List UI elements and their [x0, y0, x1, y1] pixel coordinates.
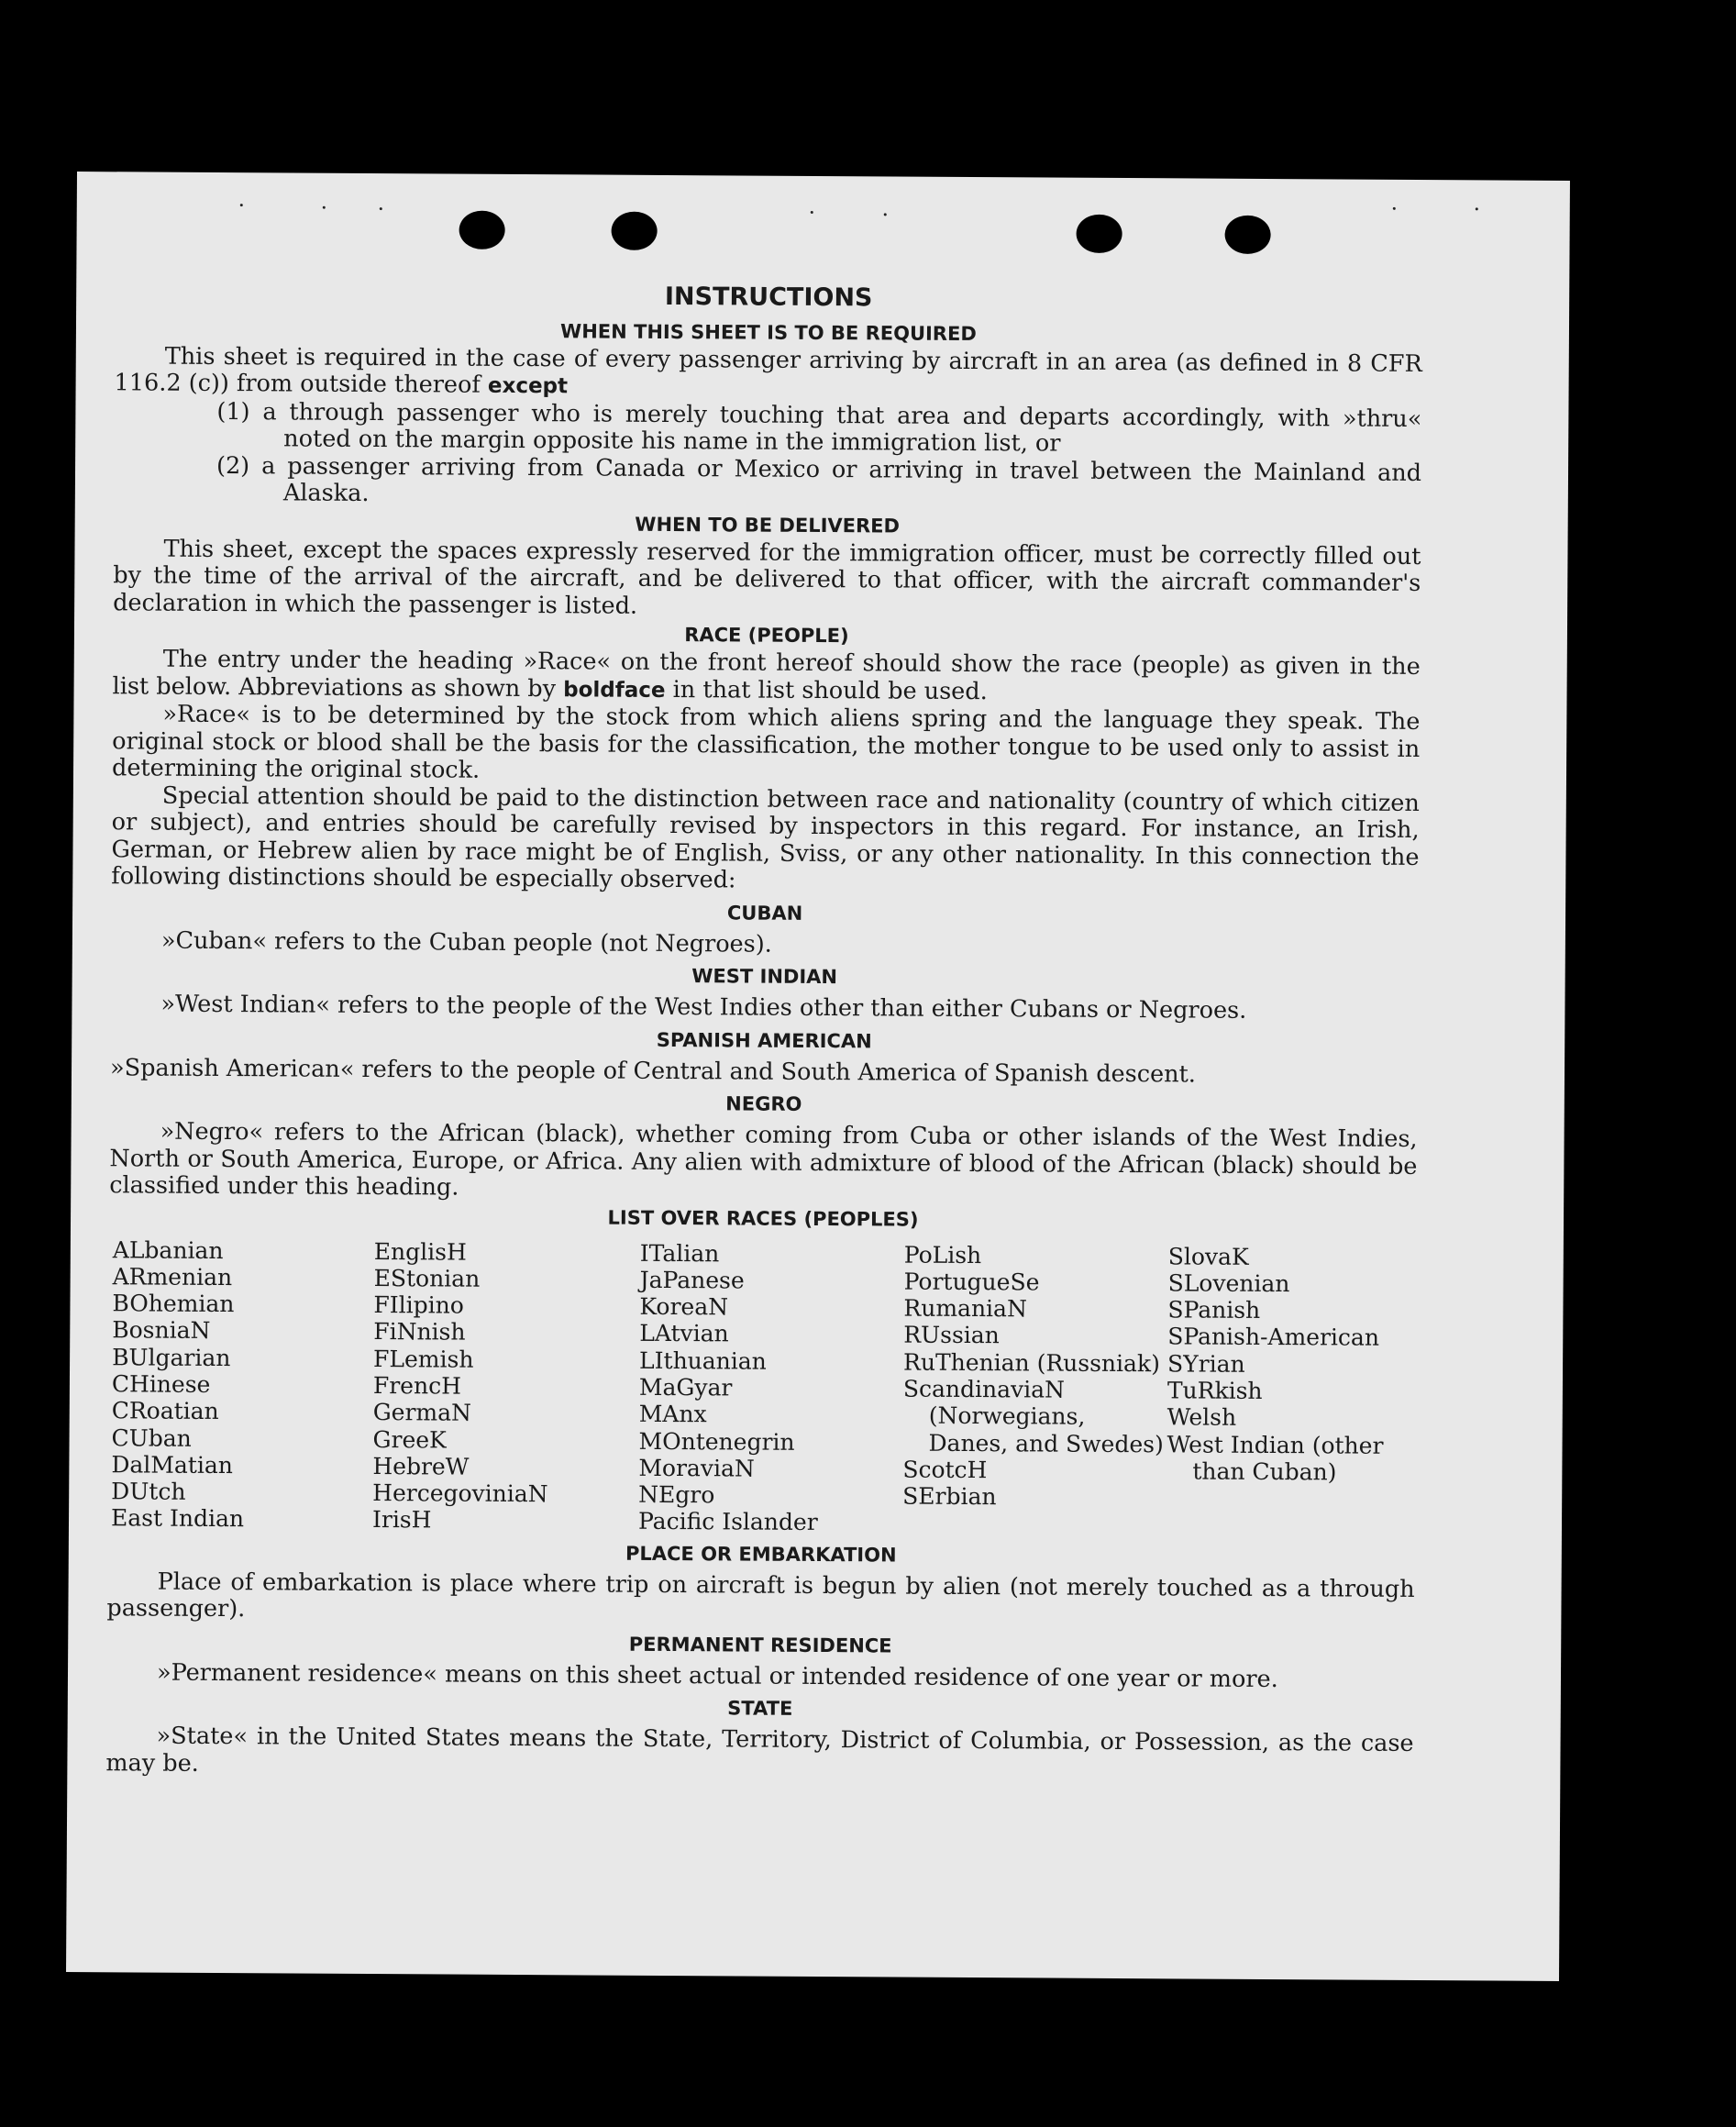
- race-item: FLemish: [373, 1345, 474, 1373]
- race-item: ScotcH: [902, 1456, 988, 1484]
- race-item: RUssian: [903, 1321, 1000, 1349]
- heading-cuban: CUBAN: [726, 901, 803, 925]
- required-item-2: (2) a passenger arriving from Canada or Mexico or arriving in travel between the Mainland and Alaska.: [216, 451, 1422, 507]
- negro-paragraph: »Negro« refers to the African (black), whether coming from Cuba or other islands of the West Indies, North or South America, Europe, or Africa. Any alien with admixture of blood of the African (black) should be classified under this heading.: [109, 1117, 1418, 1202]
- heading-spanish-american: SPANISH AMERICAN: [656, 1028, 872, 1052]
- races-column-4: [902, 1241, 1168, 1538]
- race-item: SPanish-American: [1167, 1323, 1380, 1352]
- race-paragraph-1: The entry under the heading »Race« on the front hereof should show the race (people) as given in the list below. Abbreviations as shown by boldface in that list should be used.: [112, 645, 1421, 705]
- race-item: EStonian: [373, 1264, 481, 1292]
- scan-speck: [380, 207, 382, 210]
- race-item: CUban: [111, 1424, 192, 1452]
- heading-embarkation: PLACE OR EMBARKATION: [625, 1542, 897, 1567]
- race-item: DalMatian: [111, 1451, 233, 1479]
- race-item: PoLish: [903, 1241, 982, 1268]
- race-item: FrencH: [372, 1372, 462, 1400]
- boldface-keyword: boldface: [563, 677, 666, 703]
- document-sheet: [66, 172, 1570, 1981]
- heading-delivered: WHEN TO BE DELIVERED: [635, 513, 901, 537]
- spanish-american-paragraph: »Spanish American« refers to the people of Central and South America of Spanish descent.: [109, 1053, 1197, 1089]
- race-item: FiNnish: [373, 1318, 466, 1346]
- race-item: Pacific Islander: [637, 1508, 818, 1536]
- race-item: JaPanese: [639, 1266, 745, 1294]
- races-column-5: [1167, 1243, 1421, 1540]
- race-item: DUtch: [111, 1478, 186, 1505]
- race-item: CHinese: [111, 1370, 211, 1398]
- race-item: BOhemian: [112, 1290, 235, 1318]
- heading-race: RACE (PEOPLE): [684, 624, 849, 648]
- punch-hole: [611, 212, 657, 250]
- race-item: TuRkish: [1167, 1377, 1263, 1404]
- race-item: ITalian: [639, 1239, 720, 1267]
- race-item: IrisH: [371, 1506, 432, 1534]
- race-item: LAtvian: [639, 1320, 729, 1347]
- race-item: MOntenegrin: [638, 1427, 795, 1456]
- race-item: GermaN: [372, 1399, 472, 1426]
- cuban-paragraph: »Cuban« refers to the Cuban people (not Negroes).: [160, 926, 772, 958]
- west-indian-paragraph: »West Indian« refers to the people of the West Indies other than either Cubans or Negroes.: [160, 990, 1247, 1025]
- race-item: SlovaK: [1167, 1242, 1249, 1270]
- race-item: SErbian: [902, 1482, 997, 1511]
- required-item-1: (1) a through passenger who is merely touching that area and departs accordingly, with »thru« noted on the margin opposite his name in the immigration list, or: [216, 397, 1422, 458]
- race-item: West Indian (other than Cuban): [1167, 1430, 1384, 1486]
- races-column-3: [638, 1239, 904, 1536]
- race-item: RumaniaN: [903, 1294, 1027, 1323]
- scan-speck: [240, 204, 243, 206]
- race-item: SYrian: [1167, 1350, 1245, 1378]
- race-item: BosniaN: [112, 1316, 211, 1345]
- punch-hole: [459, 211, 505, 249]
- race-item: ARmenian: [112, 1263, 233, 1291]
- heading-state: STATE: [727, 1697, 793, 1721]
- scan-speck: [884, 213, 887, 216]
- race-item: GreeK: [372, 1425, 447, 1454]
- race-item: HebreW: [372, 1452, 470, 1480]
- races-column-1: [111, 1236, 374, 1534]
- scan-speck: [323, 206, 326, 209]
- race-item: MAnx: [638, 1401, 707, 1428]
- punch-hole: [1224, 216, 1270, 254]
- heading-west-indian: WEST INDIAN: [691, 965, 838, 989]
- race-item: NEgro: [638, 1480, 715, 1509]
- race-item: SPanish: [1167, 1296, 1261, 1324]
- race-item: FIlipino: [373, 1291, 464, 1319]
- races-list: [111, 1236, 1417, 1540]
- heading-races-list: LIST OVER RACES (PEOPLES): [607, 1206, 919, 1231]
- race-item: CRoatian: [111, 1397, 219, 1425]
- scan-speck: [1393, 207, 1396, 210]
- residence-paragraph: »Permanent residence« means on this sheet actual or intended residence of one year or more.: [156, 1658, 1278, 1693]
- state-paragraph: »State« in the United States means the State, Territory, District of Columbia, or Possession, as the case may be.: [105, 1722, 1414, 1778]
- race-item: KoreaN: [639, 1292, 729, 1321]
- required-paragraph: This sheet is required in the case of every passenger arriving by aircraft in an area (as defined in 8 CFR 116.2 (c)) from outside thereof except: [114, 342, 1422, 399]
- punch-hole: [1076, 215, 1122, 253]
- delivered-paragraph: This sheet, except the spaces expressly reserved for the immigration officer, must be correctly filled out by the time of the arrival of the aircraft, and be delivered to that officer, with the aircraft commander's declaration in which the passenger is listed.: [113, 535, 1421, 620]
- page-title: INSTRUCTIONS: [664, 282, 873, 313]
- race-item: East Indian: [110, 1504, 245, 1533]
- race-item: Welsh: [1167, 1403, 1237, 1432]
- race-item: MaGyar: [638, 1373, 733, 1401]
- race-item: MoraviaN: [638, 1454, 755, 1482]
- heading-residence: PERMANENT RESIDENCE: [628, 1633, 892, 1657]
- race-paragraph-3: Special attention should be paid to the distinction between race and nationality (country of which citizen or subject), and entries should be carefully revised by inspectors in this regard. For instance, an Irish, German, or Hebrew alien by race might be of English, Sviss, or any other nationality. In this connection the following distinctions should be especially observed:: [111, 781, 1420, 894]
- races-column-2: [372, 1238, 640, 1535]
- heading-required: WHEN THIS SHEET IS TO BE REQUIRED: [560, 319, 977, 345]
- except-keyword: except: [487, 373, 569, 399]
- race-item: SLovenian: [1167, 1269, 1290, 1297]
- instructions-text: [105, 280, 1422, 1785]
- race-item: ScandinaviaN (Norwegians, Danes, and Swedes): [902, 1375, 1164, 1457]
- race-item: BUlgarian: [112, 1343, 231, 1371]
- race-item: ALbanian: [112, 1235, 224, 1264]
- race-item: PortugueSe: [903, 1268, 1040, 1296]
- scan-speck: [811, 211, 813, 214]
- embarkation-paragraph: Place of embarkation is place where trip on aircraft is begun by alien (not merely touched as a through passenger).: [106, 1568, 1415, 1623]
- race-item: RuThenian (Russniak): [903, 1348, 1160, 1377]
- race-paragraph-2: »Race« is to be determined by the stock from which aliens spring and the language they speak. The original stock or blood shall be the basis for the classification, the mother tongue to be used only to assist in determining the original stock.: [111, 700, 1421, 784]
- race-item: HercegoviniaN: [372, 1479, 548, 1508]
- scan-speck: [1476, 207, 1478, 210]
- race-item: LIthuanian: [639, 1346, 767, 1375]
- race-item: EnglisH: [373, 1237, 467, 1266]
- heading-negro: NEGRO: [725, 1092, 802, 1115]
